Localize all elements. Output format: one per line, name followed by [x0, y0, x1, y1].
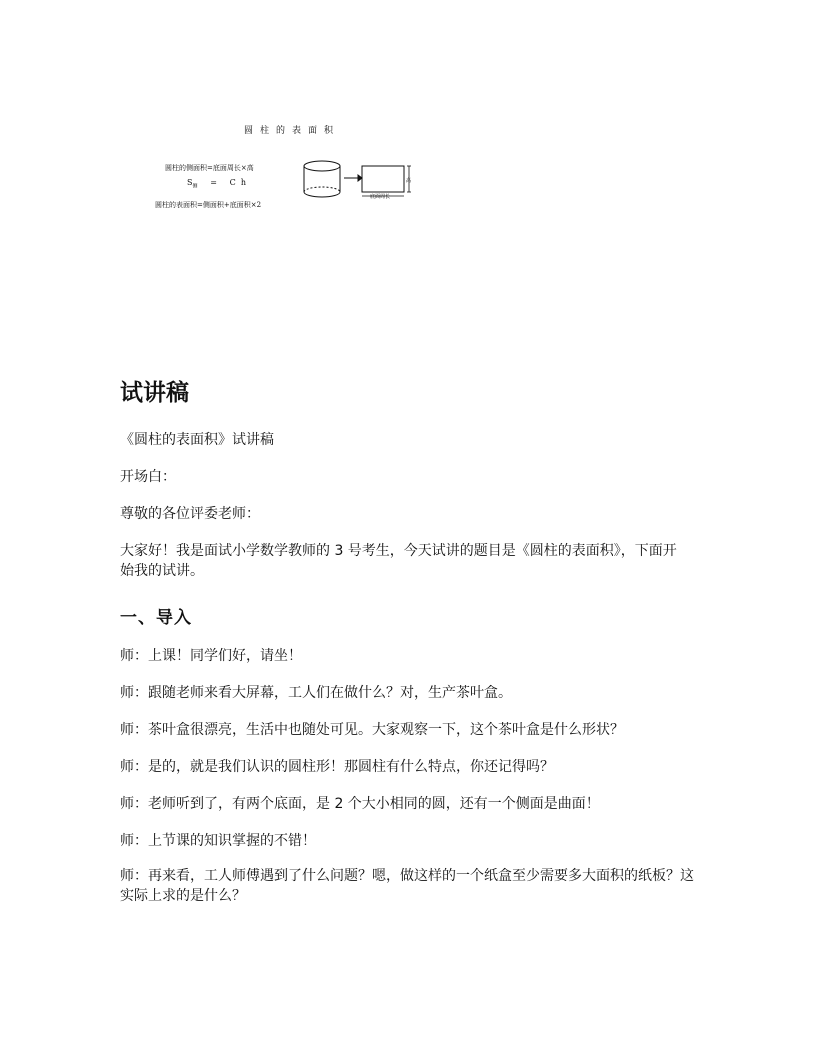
symbol-sub: 侧 [192, 183, 198, 190]
symbol-formula [187, 178, 246, 190]
line-4: 师：是的，就是我们认识的圆柱形！那圆柱有什么特点，你还记得吗？ [120, 759, 554, 775]
symbol-c: C [229, 178, 236, 187]
circumference-label: 底面周长 [370, 194, 391, 200]
line-2: 师：跟随老师来看大屏幕，工人们在做什么？对，生产茶叶盒。 [120, 685, 512, 701]
opening-label: 开场白： [120, 469, 176, 485]
height-label: 高 [406, 178, 412, 184]
line-3: 师：茶叶盒很漂亮，生活中也随处可见。大家观察一下，这个茶叶盒是什么形状？ [120, 722, 624, 738]
total-area-formula: 圆柱的表面积=侧面积+底面积×2 [155, 201, 262, 209]
greeting: 尊敬的各位评委老师： [120, 506, 260, 522]
page-heading: 试讲稿 [120, 380, 189, 406]
symbol-eq: = [210, 178, 217, 187]
intro-paragraph: 大家好！我是面试小学数学教师的 3 号考生，今天试讲的题目是《圆柱的表面积》，下面开始我的试讲。 [120, 543, 677, 579]
line-7: 师：再来看，工人师傅遇到了什么问题？嗯，做这样的一个纸盒至少需要多大面积的纸板？这实际上求的是什么？ [120, 868, 694, 904]
document-subtitle: 《圆柱的表面积》试讲稿 [120, 432, 274, 448]
formula-figure [140, 118, 440, 218]
line-6: 师：上节课的知识掌握的不错！ [120, 833, 316, 849]
cylinder-icon [304, 161, 340, 197]
cylinder-net-diagram [300, 158, 420, 208]
figure-title: 圆柱的表面积 [244, 126, 341, 136]
line-5: 师：老师听到了，有两个底面，是 2 个大小相同的圆，还有一个侧面是曲面！ [120, 796, 600, 812]
symbol-s: S [187, 178, 193, 187]
arrow-icon [344, 175, 362, 181]
symbol-h: h [240, 178, 247, 187]
section-heading-intro: 一、导入 [120, 608, 192, 628]
line-1: 师：上课！同学们好，请坐！ [120, 648, 302, 664]
lateral-area-formula: 圆柱的侧面积=底面周长×高 [165, 164, 254, 172]
unrolled-rectangle [362, 166, 404, 192]
